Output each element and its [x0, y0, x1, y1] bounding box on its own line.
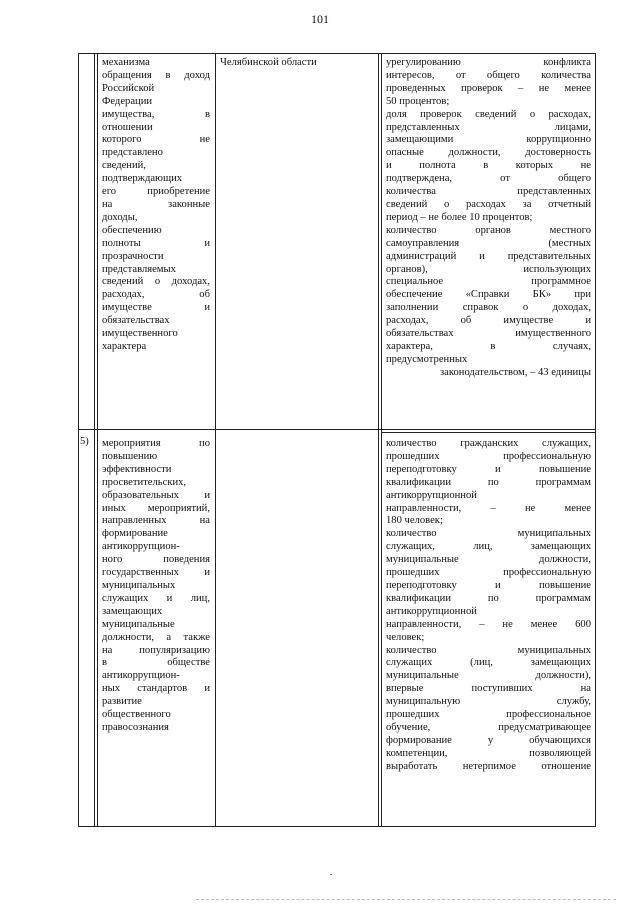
- row1-indicator-line: подтверждена, от общего: [386, 173, 591, 185]
- row1-measure-line: обращения в доход: [102, 69, 210, 81]
- row1-measure-line: прозрачности: [102, 250, 164, 262]
- row2-indicator-line: выработать нетерпимое отношение: [386, 760, 591, 772]
- row1-indicator-line: обязательствах имущественного: [386, 328, 591, 340]
- col-divider-number: [94, 53, 95, 827]
- row1-indicator-line: законодательством, – 43 единицы: [439, 366, 591, 378]
- row1-measure-line: имущества, в: [102, 108, 210, 120]
- page-number: 101: [311, 12, 329, 26]
- row2-indicator-line: квалификации по программам: [386, 592, 591, 604]
- row1-indicator-line: сведений о расходах за отчетный: [386, 198, 591, 210]
- row2-measure-line: антикоррупцион-: [102, 541, 180, 553]
- row1-indicator-line: замещающими коррупционно: [386, 134, 591, 146]
- row2-measure-line: образовательных и: [102, 489, 210, 501]
- row1-measure-line: механизма: [102, 57, 150, 68]
- row1-indicator-line: и полнота в которых не: [386, 160, 591, 172]
- row1-measure-line: сведений о доходах,: [102, 276, 210, 288]
- row2-indicator-line: формирование у обучающихся: [386, 734, 591, 746]
- row2-measure-line: служащих и лиц,: [102, 592, 210, 604]
- row1-measure-line: представлено: [102, 147, 163, 159]
- row2-measure-line: должности, а также: [102, 631, 210, 643]
- row2-measure-line: государственных и: [102, 567, 210, 579]
- row1-measure-line: представляемых: [102, 263, 176, 275]
- row2-measure-line: иных мероприятий,: [102, 502, 210, 514]
- row2-indicator-line: антикоррупционной: [386, 489, 477, 501]
- col-divider-executor: [215, 53, 216, 827]
- table-border-right: [595, 53, 596, 827]
- row2-indicator-line: муниципальные должности),: [386, 670, 591, 682]
- row1-measure-line: имуществе и: [102, 302, 210, 314]
- row2-measure-line: ных стандартов и: [102, 683, 210, 695]
- row2-indicator-line: прошедших профессиональное: [386, 709, 591, 721]
- row2-measure: [102, 438, 210, 735]
- row2-indicator-line: обучение, предусматривающее: [386, 721, 591, 733]
- row2-indicator: [386, 438, 591, 774]
- row2-indicator-line: муниципальную службу,: [386, 696, 591, 708]
- row1-indicator-line: органов), использующих: [386, 263, 591, 275]
- row1-executor: Челябинской области: [220, 57, 317, 68]
- row2-indicator-line: компетенции, позволяющей: [386, 747, 591, 759]
- row1-measure-line: отношении: [102, 121, 153, 133]
- row2-indicator-line: служащих (лиц, замещающих: [386, 657, 591, 669]
- row1-indicator-line: расходах, об имуществе и: [386, 315, 591, 327]
- row1-indicator-line: количество органов местного: [386, 224, 591, 236]
- row2-measure-line: в обществе: [102, 657, 210, 669]
- row2-measure-line: направленных на: [102, 515, 210, 527]
- row2-indicator-line: количество муниципальных: [386, 528, 591, 540]
- row1-indicator-line: опасные должности, достоверность: [386, 147, 591, 159]
- row2-number: 5): [80, 436, 89, 447]
- row2-indicator-line: человек;: [386, 631, 425, 643]
- row1-indicator-line: проведенных проверок – не менее: [386, 82, 591, 94]
- row2-indicator-line: переподготовку и повышение: [386, 463, 591, 475]
- row2-measure-line: мероприятия по: [102, 438, 210, 449]
- table-bottom-border: [78, 826, 596, 827]
- row2-indicator-line: служащих, лиц, замещающих: [386, 541, 591, 553]
- row1-measure-line: на законные: [102, 198, 210, 210]
- row1-indicator-line: 50 процентов;: [386, 95, 450, 107]
- row1-indicator-line: обеспечение «Справки БК» при: [386, 289, 591, 301]
- row2-measure-line: развитие: [102, 696, 142, 708]
- row1-indicator-line: характера, в случаях,: [386, 340, 591, 352]
- row2-measure-line: правосознания: [102, 721, 169, 733]
- row1-measure-line: обязательствах: [102, 315, 170, 327]
- row2-measure-line: ного поведения: [102, 554, 210, 566]
- plan-table: [78, 53, 596, 827]
- row1-measure-line: его приобретение: [102, 186, 210, 198]
- row2-indicator-line: переподготовку и повышение: [386, 579, 591, 591]
- row2-indicator-line: впервые поступивших на: [386, 683, 591, 695]
- row2-indicator-line: 180 человек;: [386, 515, 443, 527]
- row2-indicator-line: количество гражданских служащих,: [386, 438, 591, 449]
- row1-indicator-line: предусмотренных: [386, 353, 468, 365]
- row1-top-border: [78, 53, 596, 54]
- row1-indicator-line: период – не более 10 процентов;: [386, 211, 533, 223]
- scan-artifact-footer-line: [196, 899, 616, 901]
- row1-indicator-line: доля проверок сведений о расходах,: [386, 108, 591, 120]
- row1-measure-line: подтверждающих: [102, 173, 183, 185]
- row1-measure-line: доходы,: [102, 211, 138, 223]
- row2-indicator-line: прошедших профессиональную: [386, 450, 591, 462]
- row1-measure-line: полноты и: [102, 237, 210, 249]
- row1-indicator-line: администраций и представительных: [386, 250, 591, 262]
- row1-indicator-line: урегулированию конфликта: [386, 57, 591, 68]
- row2-indicator-line: количество муниципальных: [386, 644, 591, 656]
- row2-measure-line: муниципальные: [102, 618, 175, 630]
- row2-indicator-line: направленности, – не менее 600: [386, 618, 591, 630]
- row1-measure-line: сведений,: [102, 160, 146, 172]
- row2-measure-line: повышению: [102, 450, 158, 462]
- row1-measure: [102, 57, 210, 354]
- row1-indicator-line: самоуправления (местных: [386, 237, 591, 249]
- row2-measure-line: формирование: [102, 528, 168, 540]
- row2-indicator-line: прошедших профессиональную: [386, 567, 591, 579]
- col-divider-measure: [97, 53, 98, 827]
- row-separator-inner: [381, 432, 596, 433]
- row2-measure-line: на популяризацию: [102, 644, 210, 656]
- row1-indicator: [386, 57, 591, 380]
- row1-measure-line: Российской: [102, 82, 155, 94]
- row2-measure-line: эффективности: [102, 463, 172, 475]
- row1-indicator-line: специальное программное: [386, 276, 591, 288]
- table-border-left: [78, 53, 79, 827]
- row1-measure-line: расходах, об: [102, 289, 210, 301]
- row1-indicator-line: количества представленных: [386, 186, 591, 198]
- row2-indicator-line: муниципальные должности,: [386, 554, 591, 566]
- row1-indicator-line: интересов, от общего количества: [386, 69, 591, 81]
- row1-measure-line: Федерации: [102, 95, 153, 107]
- scan-artifact-dot: [330, 874, 332, 875]
- row2-indicator-line: антикоррупционной: [386, 605, 477, 617]
- col-divider-executor-right: [378, 53, 379, 827]
- row2-measure-line: антикоррупцион-: [102, 670, 180, 682]
- row1-indicator-line: заполнении справок о доходах,: [386, 302, 591, 314]
- row2-measure-line: замещающих: [102, 605, 163, 617]
- col-divider-indicator: [381, 53, 382, 827]
- row2-indicator-line: направленности, – не менее: [386, 502, 591, 514]
- row2-measure-line: просветительских,: [102, 476, 187, 488]
- row1-measure-line: характера: [102, 340, 147, 352]
- row2-measure-line: общественного: [102, 709, 171, 721]
- row1-measure-line: которого не: [102, 134, 210, 146]
- row2-indicator-line: квалификации по программам: [386, 476, 591, 488]
- row2-measure-line: муниципальных: [102, 579, 176, 591]
- row1-indicator-line: представленных лицами,: [386, 121, 591, 133]
- row-separator: [78, 429, 596, 430]
- row1-measure-line: обеспечению: [102, 224, 162, 236]
- row1-measure-line: имущественного: [102, 328, 178, 340]
